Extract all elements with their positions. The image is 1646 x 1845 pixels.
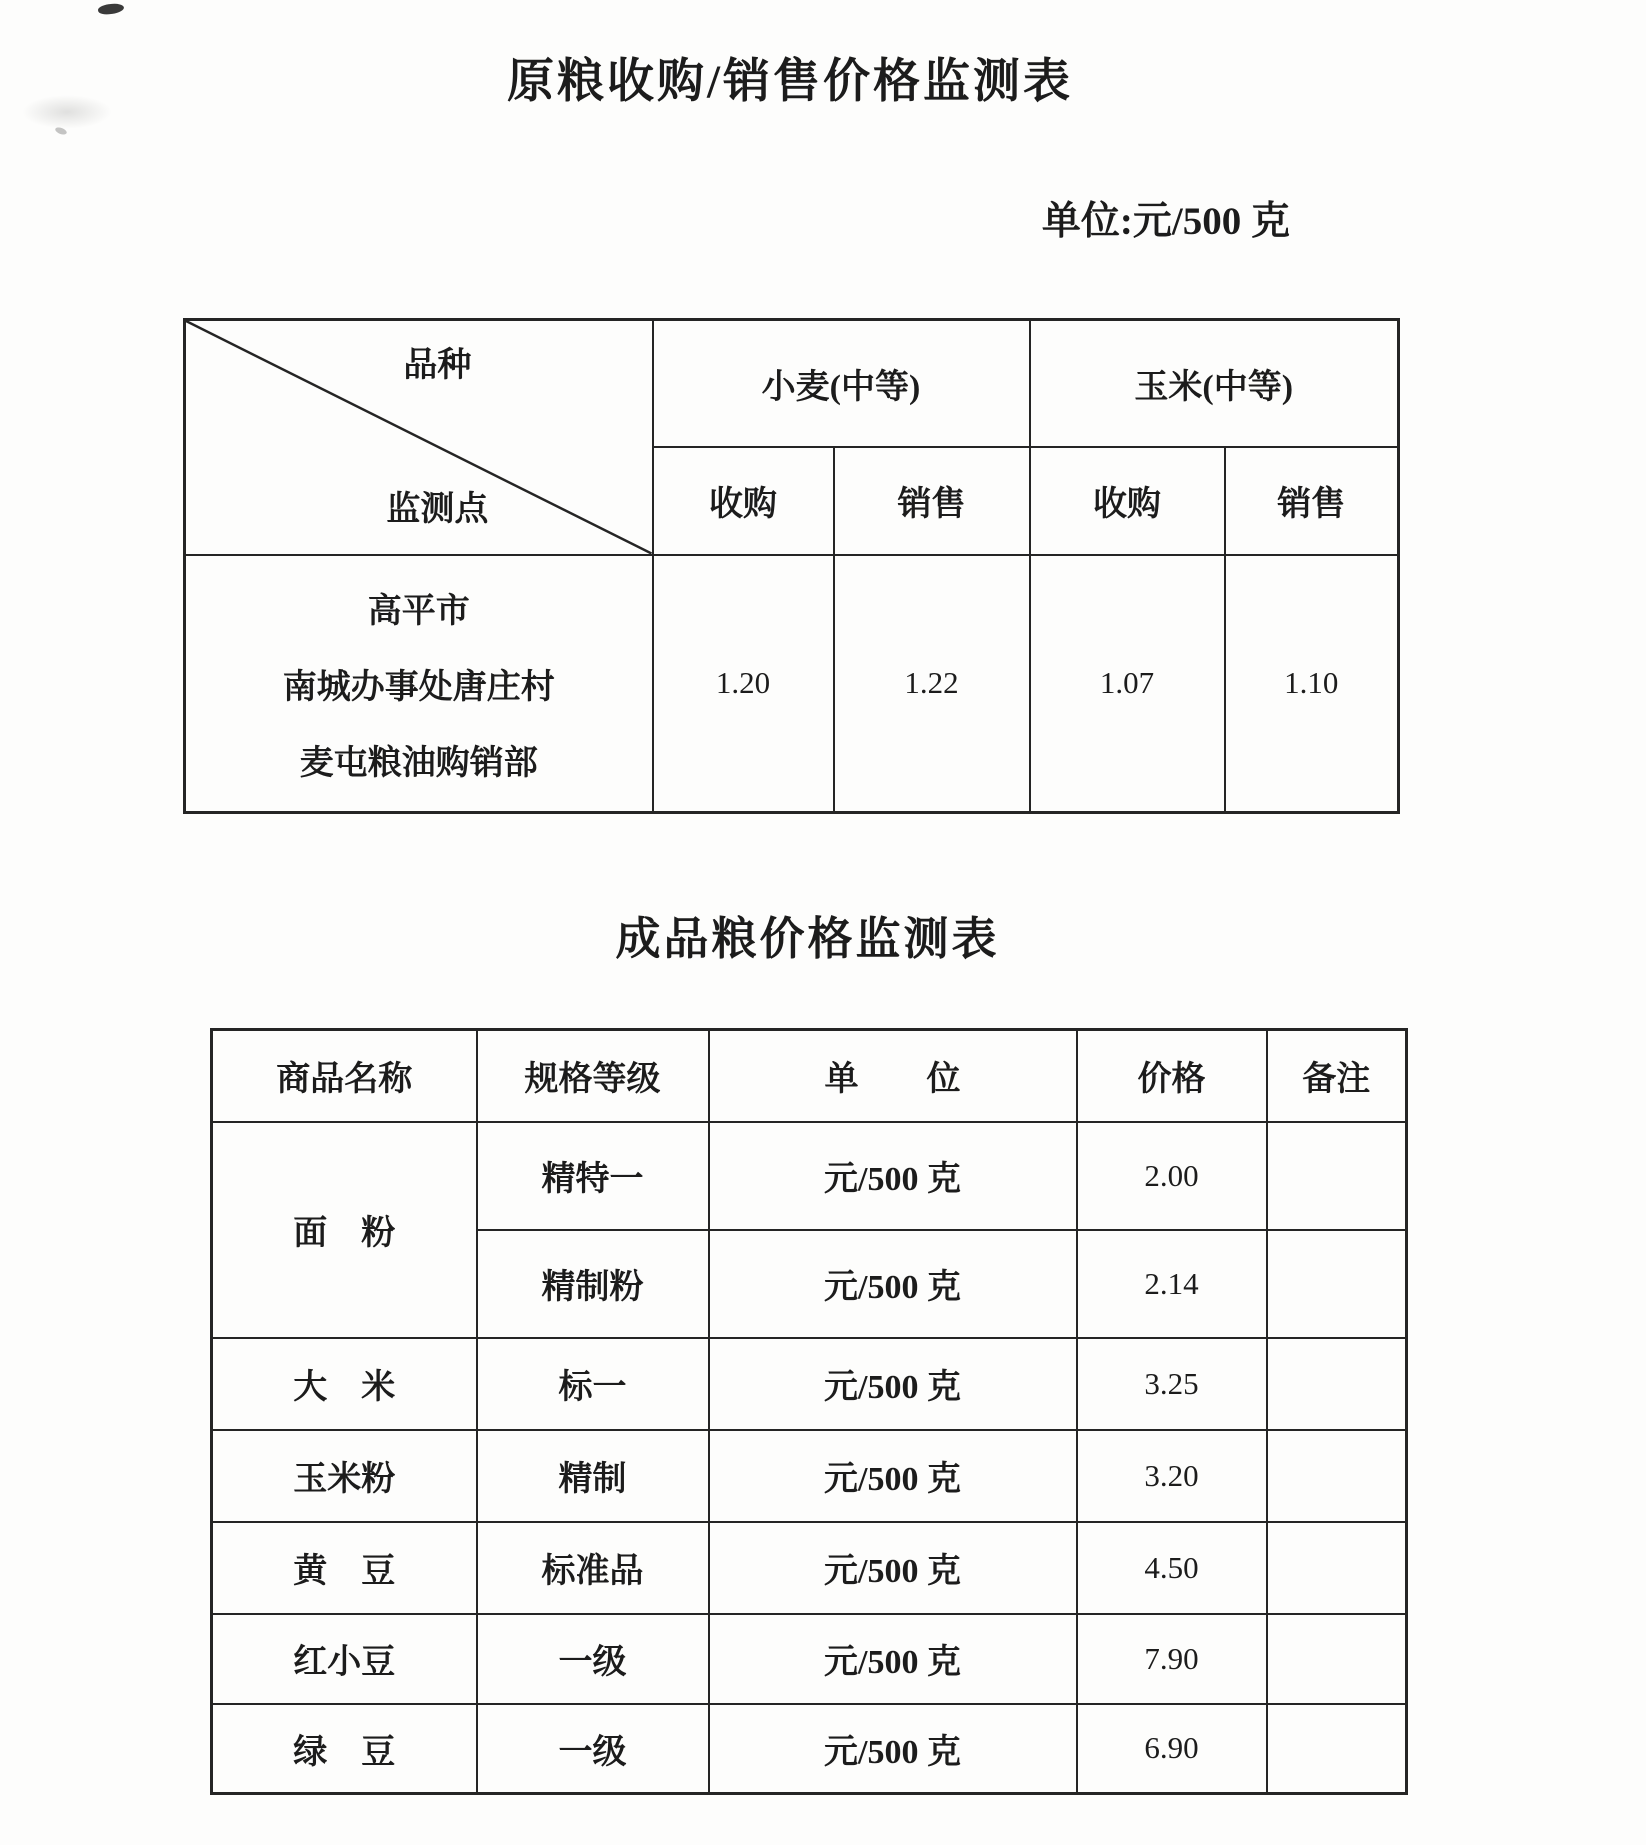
cell-grade: 一级 [477, 1614, 709, 1704]
table-row [212, 1614, 1407, 1704]
cell-grade: 精制粉 [477, 1230, 709, 1338]
cell-price: 7.90 [1077, 1614, 1267, 1704]
cell-unit: 元/500 克 [709, 1230, 1077, 1338]
site-line-city: 高平市 [367, 592, 470, 630]
col-group-corn: 玉米(中等) [1030, 320, 1399, 447]
header-unit: 单 位 [709, 1030, 1077, 1122]
table-row [185, 320, 1399, 447]
cell-price: 2.00 [1077, 1122, 1267, 1230]
finished-grain-table-title: 成品粮价格监测表 [615, 914, 1000, 964]
cell-unit: 元/500 克 [709, 1704, 1077, 1794]
value-wheat-purchase: 1.20 [653, 555, 834, 813]
table-row [185, 555, 1399, 813]
scan-artifact [54, 126, 67, 136]
table-row [212, 1122, 1407, 1230]
cell-grade: 精特一 [477, 1122, 709, 1230]
raw-grain-price-table [183, 318, 1400, 814]
value-corn-sale: 1.10 [1225, 555, 1399, 813]
scan-artifact [22, 95, 112, 129]
diagonal-header-cell [185, 320, 653, 555]
table-row [212, 1522, 1407, 1614]
col-group-wheat: 小麦(中等) [653, 320, 1030, 447]
cell-price: 3.25 [1077, 1338, 1267, 1430]
cell-note [1267, 1704, 1407, 1794]
subheader-corn-purchase: 收购 [1030, 447, 1225, 555]
subheader-wheat-purchase: 收购 [653, 447, 834, 555]
value-wheat-sale: 1.22 [834, 555, 1030, 813]
cell-name-mungbean: 绿 豆 [212, 1704, 477, 1794]
cell-price: 4.50 [1077, 1522, 1267, 1614]
cell-grade: 标准品 [477, 1522, 709, 1614]
cell-note [1267, 1614, 1407, 1704]
monitoring-site-cell [185, 555, 653, 813]
cell-grade: 标一 [477, 1338, 709, 1430]
cell-grade: 一级 [477, 1704, 709, 1794]
cell-unit: 元/500 克 [709, 1430, 1077, 1522]
site-line-depot: 麦屯粮油购销部 [299, 744, 538, 782]
subheader-wheat-sale: 销售 [834, 447, 1030, 555]
cell-note [1267, 1122, 1407, 1230]
cell-price: 3.20 [1077, 1430, 1267, 1522]
header-grade: 规格等级 [477, 1030, 709, 1122]
cell-price: 2.14 [1077, 1230, 1267, 1338]
cell-unit: 元/500 克 [709, 1122, 1077, 1230]
table-row [212, 1704, 1407, 1794]
cell-name-soybean: 黄 豆 [212, 1522, 477, 1614]
cell-name-redbean: 红小豆 [212, 1614, 477, 1704]
cell-note [1267, 1230, 1407, 1338]
scan-artifact [97, 2, 124, 16]
header-commodity-name: 商品名称 [212, 1030, 477, 1122]
subheader-corn-sale: 销售 [1225, 447, 1399, 555]
cell-note [1267, 1338, 1407, 1430]
table-header-row [212, 1030, 1407, 1122]
corner-variety-label: 品种 [403, 347, 472, 384]
cell-note [1267, 1430, 1407, 1522]
finished-grain-price-table [210, 1028, 1408, 1795]
raw-grain-table-title: 原粮收购/销售价格监测表 [506, 56, 1074, 108]
corner-site-label: 监测点 [386, 490, 489, 528]
cell-grade: 精制 [477, 1430, 709, 1522]
cell-note [1267, 1522, 1407, 1614]
cell-unit: 元/500 克 [709, 1338, 1077, 1430]
unit-label: 单位:元/500 克 [1041, 200, 1290, 243]
header-note: 备注 [1267, 1030, 1407, 1122]
cell-name-cornflour: 玉米粉 [212, 1430, 477, 1522]
table-row [212, 1338, 1407, 1430]
header-price: 价格 [1077, 1030, 1267, 1122]
cell-unit: 元/500 克 [709, 1522, 1077, 1614]
site-line-village: 南城办事处唐庄村 [282, 668, 555, 706]
cell-name-rice: 大 米 [212, 1338, 477, 1430]
value-corn-purchase: 1.07 [1030, 555, 1225, 813]
cell-unit: 元/500 克 [709, 1614, 1077, 1704]
cell-price: 6.90 [1077, 1704, 1267, 1794]
table-row [212, 1430, 1407, 1522]
cell-name-flour: 面 粉 [212, 1122, 477, 1338]
